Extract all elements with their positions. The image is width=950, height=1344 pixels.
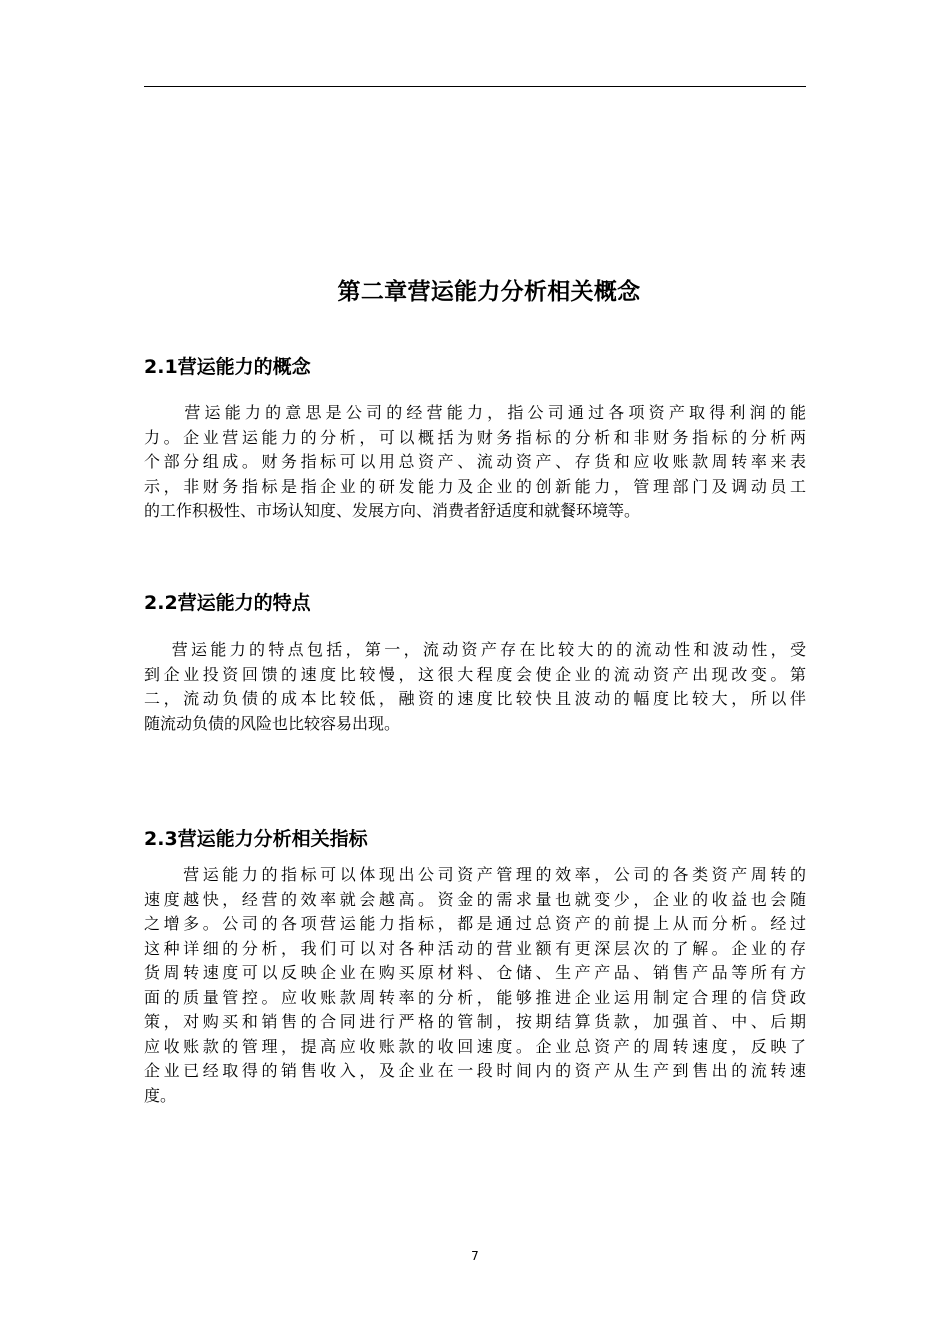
paragraph-line: 到企业投资回馈的速度比较慢，这很大程度会使企业的流动资产出现改变。第 xyxy=(144,664,806,684)
paragraph-line: 营运能力的意思是公司的经营能力，指公司通过各项资产取得利润的能 xyxy=(144,403,806,422)
paragraph-line: 力。企业营运能力的分析，可以概括为财务指标的分析和非财务指标的分析两 xyxy=(144,427,806,447)
paragraph-line: 之增多。公司的各项营运能力指标，都是通过总资产的前提上从而分析。经过 xyxy=(144,914,806,933)
paragraph-line: 随流动负债的风险也比较容易出现。 xyxy=(144,713,401,733)
section-2-3-paragraph xyxy=(144,863,806,1108)
paragraph-line: 这种详细的分析，我们可以对各种活动的营业额有更深层次的了解。企业的存 xyxy=(144,938,806,958)
paragraph-line: 策，对购买和销售的合同进行严格的管制，按期结算货款，加强首、中、后期 xyxy=(144,1012,806,1031)
paragraph-line: 货周转速度可以反映企业在购买原材料、仓储、生产产品、销售产品等所有方 xyxy=(144,963,806,982)
paragraph-line: 二，流动负债的成本比较低，融资的速度比较快且波动的幅度比较大，所以伴 xyxy=(144,689,806,708)
section-heading-2-1: 2.1营运能力的概念 xyxy=(144,356,311,378)
paragraph-line: 示，非财务指标是指企业的研发能力及企业的创新能力，管理部门及调动员工 xyxy=(144,476,806,496)
paragraph-line: 面的质量管控。应收账款周转率的分析，能够推进企业运用制定合理的信贷政 xyxy=(144,987,806,1007)
header-rule xyxy=(144,86,806,87)
chapter-title: 第二章营运能力分析相关概念 xyxy=(337,279,641,305)
paragraph-line: 个部分组成。财务指标可以用总资产、流动资产、存货和应收账款周转率来表 xyxy=(144,452,806,471)
section-heading-2-2: 2.2营运能力的特点 xyxy=(144,592,311,614)
paragraph-line: 速度越快，经营的效率就会越高。资金的需求量也就变少，企业的收益也会随 xyxy=(144,889,806,909)
paragraph-line: 企业已经取得的销售收入，及企业在一段时间内的资产从生产到售出的流转速 xyxy=(144,1061,806,1080)
section-2-2-paragraph xyxy=(144,638,806,736)
paragraph-line: 度。 xyxy=(144,1085,177,1105)
paragraph-line: 营运能力的特点包括，第一，流动资产存在比较大的的流动性和波动性，受 xyxy=(144,640,806,659)
section-2-1-paragraph xyxy=(144,401,806,524)
page-number: 7 xyxy=(471,1249,479,1263)
paragraph-line: 应收账款的管理，提高应收账款的收回速度。企业总资产的周转速度，反映了 xyxy=(144,1036,806,1056)
section-heading-2-3: 2.3营运能力分析相关指标 xyxy=(144,828,368,850)
paragraph-line: 营运能力的指标可以体现出公司资产管理的效率，公司的各类资产周转的 xyxy=(144,865,806,884)
paragraph-line: 的工作积极性、市场认知度、发展方向、消费者舒适度和就餐环境等。 xyxy=(144,501,641,520)
